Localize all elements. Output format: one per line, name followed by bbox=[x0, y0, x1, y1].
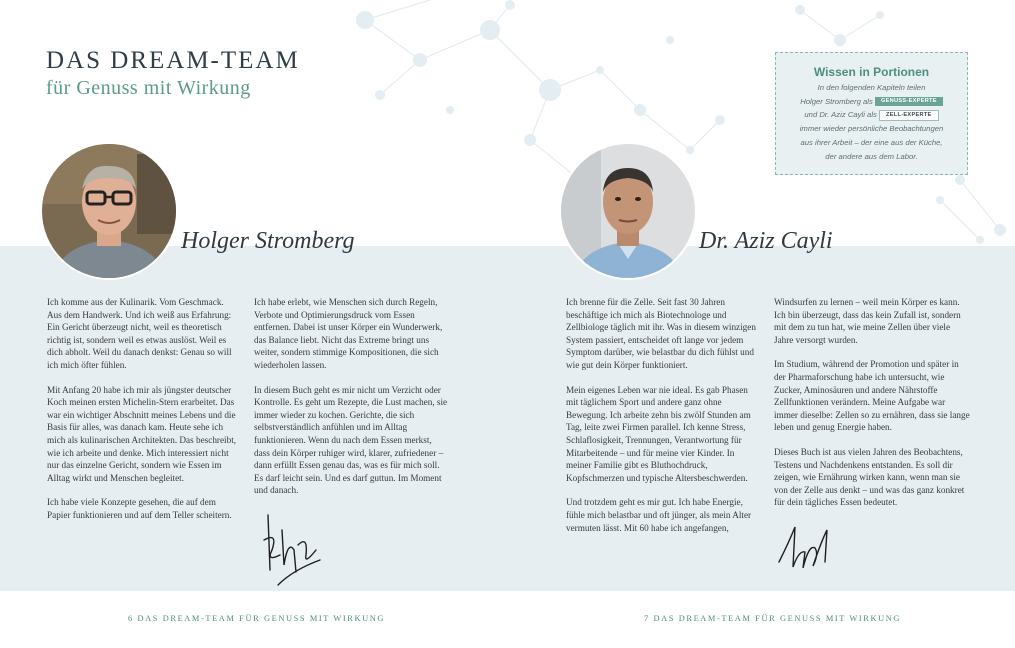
paragraph: Ich brenne für die Zelle. Seit fast 30 Jahren beschäftige ich mich als Biotechnologe und Zellbiologe täglich mit ihr. Was in diesem winzigen System passiert, entscheidet oft lange vor jedem Symptom darüber, wie belastbar du dich fühlst und wie gut dein Körper funktioniert. bbox=[566, 297, 756, 370]
info-box bbox=[775, 52, 968, 175]
aziz-cayli-portrait bbox=[559, 142, 697, 280]
info-line: aus ihrer Arbeit – der eine aus der Küche, bbox=[800, 137, 943, 147]
genuss-experte-badge: GENUSS-EXPERTE bbox=[875, 97, 943, 106]
paragraph: Windsurfen zu lernen – weil mein Körper es kann. Ich bin überzeugt, dass das kein Zufall ist, sondern mit dem zu tun hat, wie meine Zellen über viele Jahre versorgt wurden. bbox=[774, 297, 961, 345]
holger-signature bbox=[258, 510, 328, 592]
info-line-text: Holger Stromberg als bbox=[800, 96, 873, 106]
footer-left: 6 DAS DREAM-TEAM FÜR GENUSS MIT WIRKUNG bbox=[128, 614, 386, 623]
holger-text-column-2 bbox=[254, 296, 448, 509]
info-line-text: und Dr. Aziz Cayli als bbox=[804, 110, 877, 120]
paragraph: In diesem Buch geht es mir nicht um Verzicht oder Kontrolle. Es geht um Rezepte, die Lust machen, sie immer wieder zu kochen. Gerichte, die sich selbstverständlich anfühlen und im Alltag funktionieren. Wenn du nach dem Essen merkst, dass dein Körper ruhiger wird, klarer, zufriedener – dann erfüllt Essen genau das, was es für mich soll. Es darf leicht sein. Und es darf guttun. Im Moment und danach. bbox=[254, 384, 448, 496]
holger-stromberg-name: Holger Stromberg bbox=[181, 228, 355, 254]
paragraph: Ich komme aus der Kulinarik. Vom Geschmack. Aus dem Handwerk. Und ich weiß aus Erfahrung: Ein Gericht überzeugt nicht, weil es theoretisch richtig ist, sondern weil es etwas auslöst. Weil es dich abholt. Weil du danach denkst: Genau so will ich mich öfter fühlen. bbox=[47, 297, 232, 370]
info-box-text bbox=[776, 81, 967, 163]
info-line: immer wieder persönliche Beobachtungen bbox=[799, 124, 944, 134]
page-title: DAS DREAM-TEAM bbox=[46, 47, 300, 74]
paragraph: Ich habe erlebt, wie Menschen sich durch Regeln, Verbote und Optimierungsdruck vom Essen entfernen. Dabei ist unser Körper ein Wunderwerk, das Balance liebt. Nicht das Extreme bringt uns weiter, sondern stimmige Kompositionen, die sich wiederholen lassen. bbox=[254, 297, 443, 370]
paragraph: Im Studium, während der Promotion und später in der Pharmaforschung habe ich untersucht, wie Zucker, Aminosäuren und andere Nährstoffe Zellfunktionen verändern. Meine Aufgabe war immer dieselbe: Zellen so zu ernähren, dass sie lange leben und genug Energie haben. bbox=[774, 359, 970, 433]
info-line: der andere aus dem Labor. bbox=[825, 151, 918, 161]
footer-right: 7 DAS DREAM-TEAM FÜR GENUSS MIT WIRKUNG bbox=[644, 614, 902, 623]
paragraph: Ich habe viele Konzepte gesehen, die auf dem Papier funktionieren und auf dem Teller scheitern. bbox=[47, 497, 232, 520]
zell-experte-badge: ZELL-EXPERTE bbox=[879, 110, 939, 121]
holger-text-column-1 bbox=[47, 296, 237, 534]
aziz-cayli-name: Dr. Aziz Cayli bbox=[699, 228, 833, 254]
aziz-signature bbox=[775, 522, 835, 574]
paragraph: Mein eigenes Leben war nie ideal. Es gab Phasen mit täglichem Sport und andere ganz ohne Bewegung. Ich arbeite zehn bis zwölf Stunden am Tag, leite zwei Firmen parallel. Ich kenne Stress, Schlaflosigkeit, Trennungen, Verantwortung für Mitarbeitende – und für meine vier Kinder. In meiner Familie gibt es Bluthochdruck, Kopfschmerzen und typische Altersbeschwerden. bbox=[566, 384, 751, 483]
info-box-title: Wissen in Portionen bbox=[813, 65, 930, 79]
page-subtitle: für Genuss mit Wirkung bbox=[46, 77, 251, 99]
paragraph: Mit Anfang 20 habe ich mir als jüngster deutscher Koch meinen ersten Michelin-Stern erarbeitet. Das war ein wichtiger Abschnitt meines Lebens und die Basis für alles, was danach kam. Heute sehe ich mich als kulinarischen Architekten. Das beschreibt, wie ich arbeite und denke. Mich interessiert nicht nur das einzelne Gericht, sondern wie Essen im Alltag wirkt und Menschen begleitet. bbox=[47, 384, 237, 483]
info-line: In den folgenden Kapiteln teilen bbox=[817, 83, 926, 92]
aziz-text-column-1 bbox=[566, 296, 758, 546]
holger-stromberg-portrait bbox=[40, 142, 178, 280]
paragraph: Und trotzdem geht es mir gut. Ich habe Energie, fühle mich belastbar und oft jünger, als mein Alter vermuten lässt. Mit 60 habe ich angefangen, bbox=[566, 497, 752, 533]
info-line bbox=[776, 108, 967, 122]
paragraph: Dieses Buch ist aus vielen Jahren des Beobachtens, Testens und Nachdenkens entstanden. Es soll dir zeigen, wie Ernährung wirken kann, wenn man sie von der Zelle aus denkt – und was das ganz konkret für dein tägliches Essen bedeutet. bbox=[774, 446, 965, 508]
info-line bbox=[776, 95, 967, 109]
aziz-text-column-2 bbox=[774, 296, 970, 521]
